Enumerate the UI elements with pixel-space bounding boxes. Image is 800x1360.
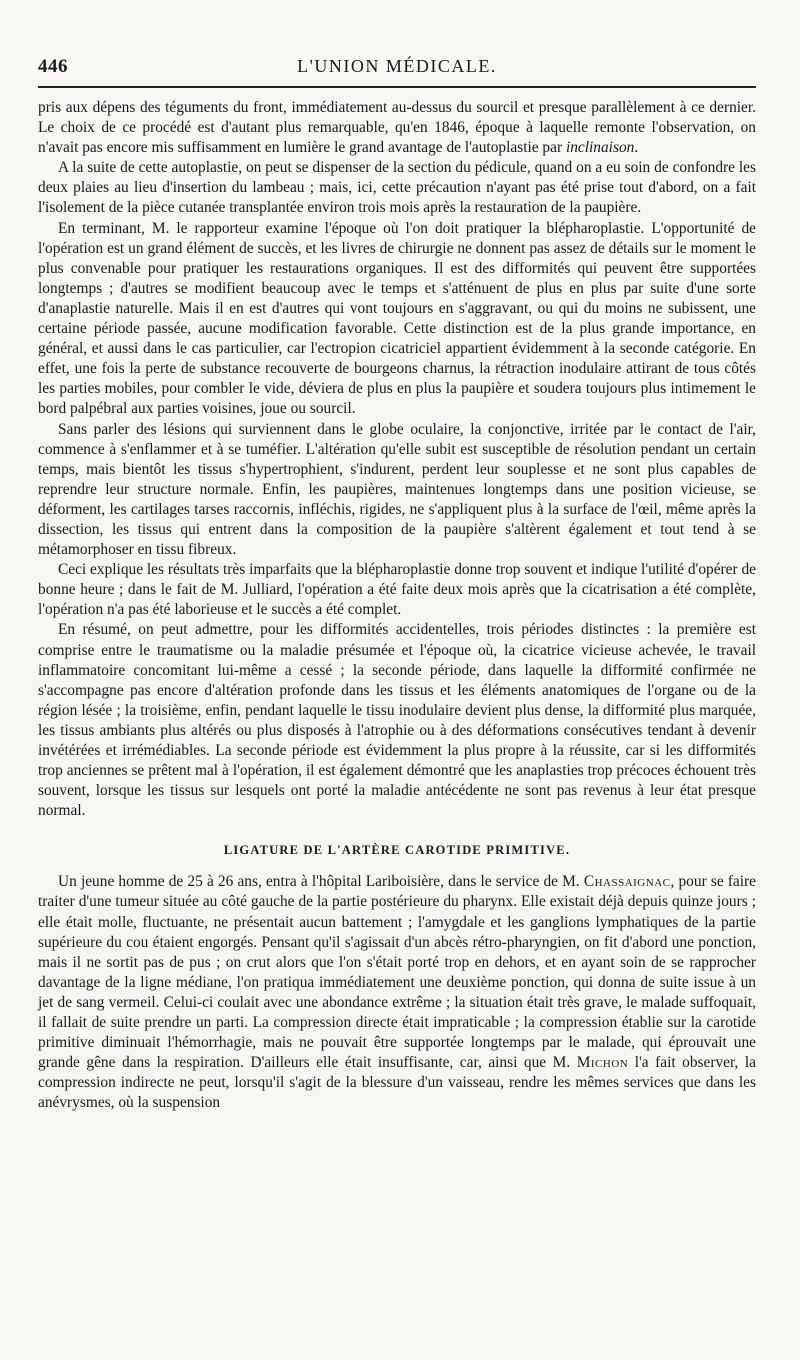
surgeon-name-2: Michon: [576, 1054, 629, 1072]
running-head: [38, 44, 756, 78]
section-heading: LIGATURE DE L'ARTÈRE CAROTIDE PRIMITIVE.: [223, 843, 571, 858]
journal-title: L'UNION MÉDICALE.: [297, 56, 497, 76]
article-body: [38, 98, 756, 1114]
section-paragraph: [38, 872, 756, 1113]
surgeon-name-1: Chassaignac: [583, 873, 671, 891]
paragraph-1-text: pris aux dépens des téguments du front, immédiatement au-dessus du sourcil et presque parallèlement à ce dernier. Le choix de ce procédé est d'autant plus remarquable, qu'en 1846, époque à laquelle remonte l'observation, on n'avait pas encore mis suffisamment en lumière le grand avantage de l'autoplastie par: [38, 99, 756, 157]
paragraph-2: A la suite de cette autoplastie, on peut se dispenser de la section du pédicule, quand on a eu soin de confondre les deux plaies au lieu d'insertion du lambeau ; mais, ici, cette précaution n'ayant pas été prise tout d'abord, on a fait l'isolement de la pièce cutanée transplantée environ trois mois après la restauration de la paupière.: [38, 159, 756, 217]
page-number: 446: [38, 56, 68, 77]
paragraph-4: Sans parler des lésions qui surviennent dans le globe oculaire, la conjonctive, irritée par le contact de l'air, commence à s'enflammer et à se tuméfier. L'altération qu'elle subit est susceptible de résolution pendant un certain temps, mais bientôt les tissus s'hypertrophient, s'indurent, perdent leur souplesse et ne sont plus capables de reprendre leur structure normale. Enfin, les paupières, maintenues longtemps dans une position vicieuse, se déforment, les cartilages tarses raccornis, infléchis, rigides, ne s'appliquent plus à la surface de l'œil, même après la dissection, les tissus qui entrent dans la composition de la paupière s'altèrent également et tout tend à se métamorphoser en tissu fibreux.: [38, 420, 756, 559]
paragraph-1: pris aux dépens des téguments du front, immédiatement au-dessus du sourcil et presque parallèlement à ce dernier. Le choix de ce procédé est d'autant plus remarquable, qu'en 1846, époque à laquelle remonte l'observation, on n'avait pas encore mis suffisamment en lumière le grand avantage de l'autoplastie par inclinaison.: [38, 99, 756, 157]
section-text-2: , pour se faire traiter d'une tumeur située au côté gauche de la partie postérieure du pharynx. Elle existait déjà depuis quinze jours ; elle était molle, fluctuante, ne présentait aucun battement ; l'amygdale et les ganglions lymphatiques de la partie supérieure du cou étaient engorgés. Pensant qu'il s'agissait d'un abcès rétro-pharyngien, on fit d'abord une ponction, mais il ne sortit pas de pus ; on crut alors que l'on s'était porté trop en dehors, et en ayant soin de se rapprocher davantage de la ligne médiane, l'on pratiqua immédiatement une deuxième ponction, qui donna de suite issue à un jet de sang vermeil. Celui-ci coulait avec une abondance extrême ; la situation était très grave, le malade suffoquait, il fallait de suite prendre un parti. La compression directe était impraticable ; la compression établie sur la carotide primitive diminuait l'hémorrhagie, mais ne pouvait être supportée longtemps par le malade, qui éprouvait une grande gêne dans la respiration. D'ailleurs elle était insuffisante, car, ainsi que M.: [38, 873, 756, 1072]
section-text-3: l'a fait observer, la compression indirecte ne peut, lorsqu'il s'agit de la blessure d'un vaisseau, rendre les mêmes services que dans les anévrysmes, où la suspension: [38, 1054, 756, 1112]
paragraph-6: En résumé, on peut admettre, pour les difformités accidentelles, trois périodes distinctes : la première est comprise entre le traumatisme ou la maladie présumée et l'époque où, la cicatrice vicieuse achevée, le travail inflammatoire concomitant lui-même a cessé ; la seconde période, dans laquelle la difformité confirmée ne s'accompagne pas encore d'altération profonde dans les tissus et les éléments anatomiques de l'organe ou de la région lésée ; la troisième, enfin, pendant laquelle le tissu inodulaire devient plus dense, la difformité plus marquée, les tissus ambiants plus altérés ou plus disposés à l'atrophie ou à des déformations consécutives tendant à devenir invétérées et irrémédiables. La seconde période est évidemment la plus propre à la réussite, car si les difformités trop anciennes se prêtent mal à l'opération, il est également démontré que les anaplasties trop précoces échouent très souvent, lorsque les tissus sur lesquels ont porté la maladie antécédente ne sont pas revenus à leur état presque normal.: [38, 621, 756, 820]
paragraph-3: En terminant, M. le rapporteur examine l'époque où l'on doit pratiquer la blépharoplastie. L'opportunité de l'opération est un grand élément de succès, et les livres de chirurgie ne donnent pas assez de détails sur le moment le plus convenable pour pratiquer les restaurations organiques. Il est des difformités qui peuvent être supportées longtemps ; d'autres se modifient beaucoup avec le temps et s'atténuent de plus en plus par suite d'une sorte d'anaplastie naturelle. Mais il en est d'autres qui vont toujours en s'aggravant, ou qui du moins ne subissent, une certaine période passée, aucune modification favorable. Cette distinction est de la plus grande importance, en général, et aussi dans le cas particulier, car l'ectropion cicatriciel appartient évidemment à la seconde catégorie. En effet, une fois la perte de substance recouverte de bourgeons charnus, la rétraction inodulaire attirant de tous côtés les parties mobiles, pour combler le vide, déviera de plus en plus la paupière et soudera toujours plus intimement le bord palpébral aux parties voisines, joue ou sourcil.: [38, 219, 756, 418]
paragraph-5: Ceci explique les résultats très imparfaits que la blépharoplastie donne trop souvent et indique l'utilité d'opérer de bonne heure ; dans le fait de M. Julliard, l'opération a été faite deux mois après que la cicatrisation a été complète, l'opération n'a pas été laborieuse et le succès a été complet.: [38, 561, 756, 619]
paragraph-1-italic: inclinaison: [565, 139, 635, 157]
header-rule: [38, 86, 756, 88]
section-text-1: Un jeune homme de 25 à 26 ans, entra à l'hôpital Lariboisière, dans le service de M.: [58, 873, 584, 891]
